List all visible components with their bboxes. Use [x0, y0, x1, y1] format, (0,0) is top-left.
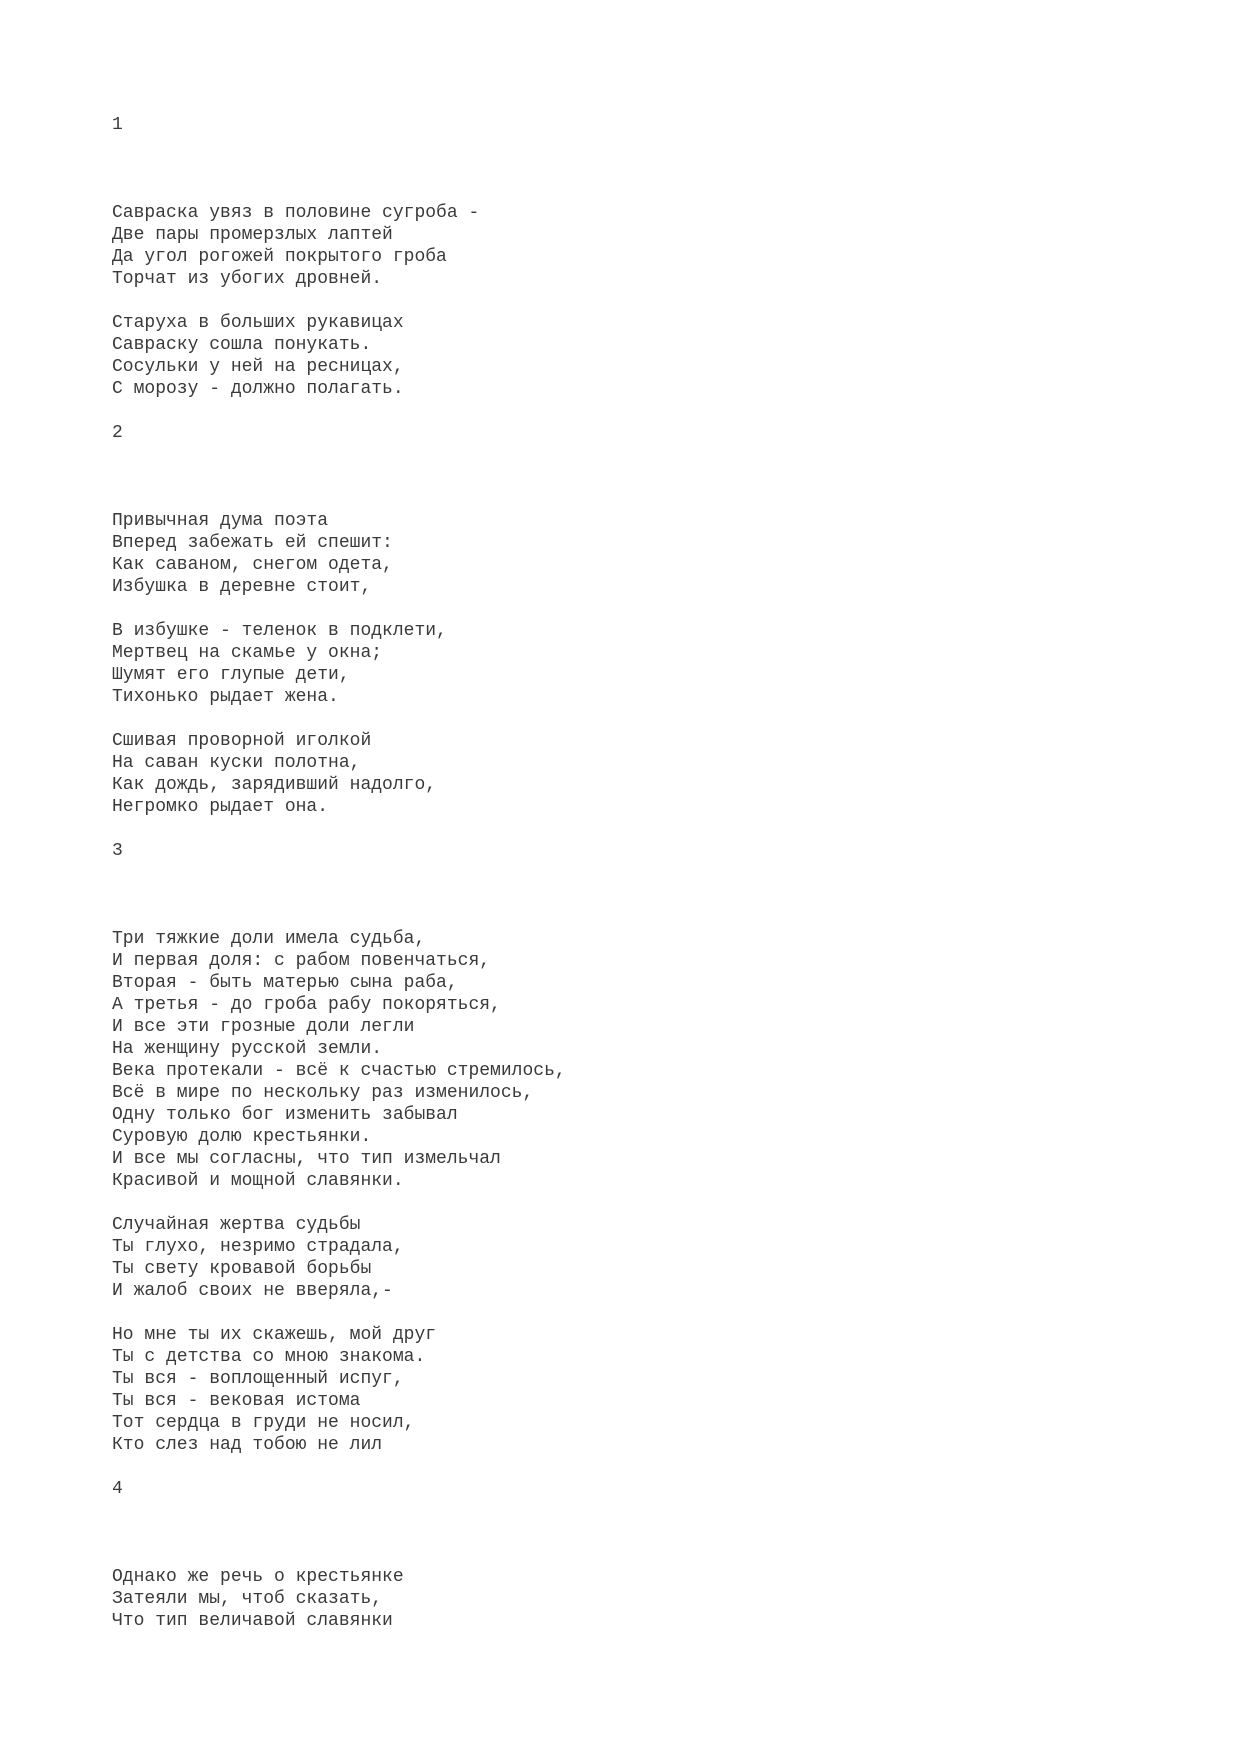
section-number: 1: [112, 115, 123, 135]
poem-line: Затеяли мы, чтоб сказать,: [112, 1589, 383, 1609]
poem-line: Торчат из убогих дровней.: [112, 269, 383, 289]
section-number: 2: [112, 423, 123, 443]
section-number: 4: [112, 1479, 123, 1499]
poem-text: [112, 114, 1112, 1632]
stanza: [112, 312, 1112, 400]
poem-line: С морозу - должно полагать.: [112, 379, 404, 399]
poem-line: Как саваном, снегом одета,: [112, 555, 393, 575]
poem-line: А третья - до гроба рабу покоряться,: [112, 995, 501, 1015]
poem-line: Савраска увяз в половине сугроба -: [112, 203, 480, 223]
poem-line: Сшивая проворной иголкой: [112, 731, 372, 751]
poem-line: Ты вся - вековая истома: [112, 1391, 361, 1411]
stanza: [112, 510, 1112, 598]
stanza: [112, 1566, 1112, 1632]
poem-line: Негромко рыдает она.: [112, 797, 329, 817]
poem-line: Избушка в деревне стоит,: [112, 577, 372, 597]
poem-line: Как дождь, зарядивший надолго,: [112, 775, 437, 795]
poem-line: Две пары промерзлых лаптей: [112, 225, 393, 245]
poem-line: Всё в мире по нескольку раз изменилось,: [112, 1083, 534, 1103]
poem-line: Вторая - быть матерью сына раба,: [112, 973, 458, 993]
poem-line: Сосульки у ней на ресницах,: [112, 357, 404, 377]
poem-line: Старуха в больших рукавицах: [112, 313, 404, 333]
poem-line: Случайная жертва судьбы: [112, 1215, 361, 1235]
poem-line: Но мне ты их скажешь, мой друг: [112, 1325, 437, 1345]
poem-line: Привычная дума поэта: [112, 511, 329, 531]
stanza: [112, 928, 1112, 1192]
stanza: [112, 1324, 1112, 1456]
poem-line: И жалоб своих не вверяла,-: [112, 1281, 393, 1301]
poem-line: Красивой и мощной славянки.: [112, 1171, 404, 1191]
poem-line: Шумят его глупые дети,: [112, 665, 350, 685]
poem-line: Суровую долю крестьянки.: [112, 1127, 372, 1147]
stanza: [112, 202, 1112, 290]
stanza: [112, 620, 1112, 708]
poem-line: И первая доля: с рабом повенчаться,: [112, 951, 491, 971]
poem-line: Три тяжкие доли имела судьба,: [112, 929, 426, 949]
poem-line: Да угол рогожей покрытого гроба: [112, 247, 447, 267]
section-number: 3: [112, 841, 123, 861]
poem-line: Ты с детства со мною знакома.: [112, 1347, 426, 1367]
poem-line: Кто слез над тобою не лил: [112, 1435, 383, 1455]
poem-line: И все мы согласны, что тип измельчал: [112, 1149, 501, 1169]
poem-line: Тот сердца в груди не носил,: [112, 1413, 415, 1433]
poem-line: Мертвец на скамье у окна;: [112, 643, 383, 663]
poem-line: Вперед забежать ей спешит:: [112, 533, 393, 553]
poem-line: Что тип величавой славянки: [112, 1611, 393, 1631]
poem-line: Одну только бог изменить забывал: [112, 1105, 458, 1125]
stanza: [112, 1214, 1112, 1302]
stanza: [112, 730, 1112, 818]
poem-line: Века протекали - всё к счастью стремилось,: [112, 1061, 566, 1081]
poem-line: Ты вся - воплощенный испуг,: [112, 1369, 404, 1389]
poem-line: И все эти грозные доли легли: [112, 1017, 415, 1037]
poem-line: В избушке - теленок в подклети,: [112, 621, 447, 641]
poem-line: Ты свету кровавой борьбы: [112, 1259, 372, 1279]
poem-line: Ты глухо, незримо страдала,: [112, 1237, 404, 1257]
poem-line: На саван куски полотна,: [112, 753, 361, 773]
poem-line: На женщину русской земли.: [112, 1039, 383, 1059]
poem-line: Однако же речь о крестьянке: [112, 1567, 404, 1587]
poem-line: Савраску сошла понукать.: [112, 335, 372, 355]
poem-line: Тихонько рыдает жена.: [112, 687, 339, 707]
